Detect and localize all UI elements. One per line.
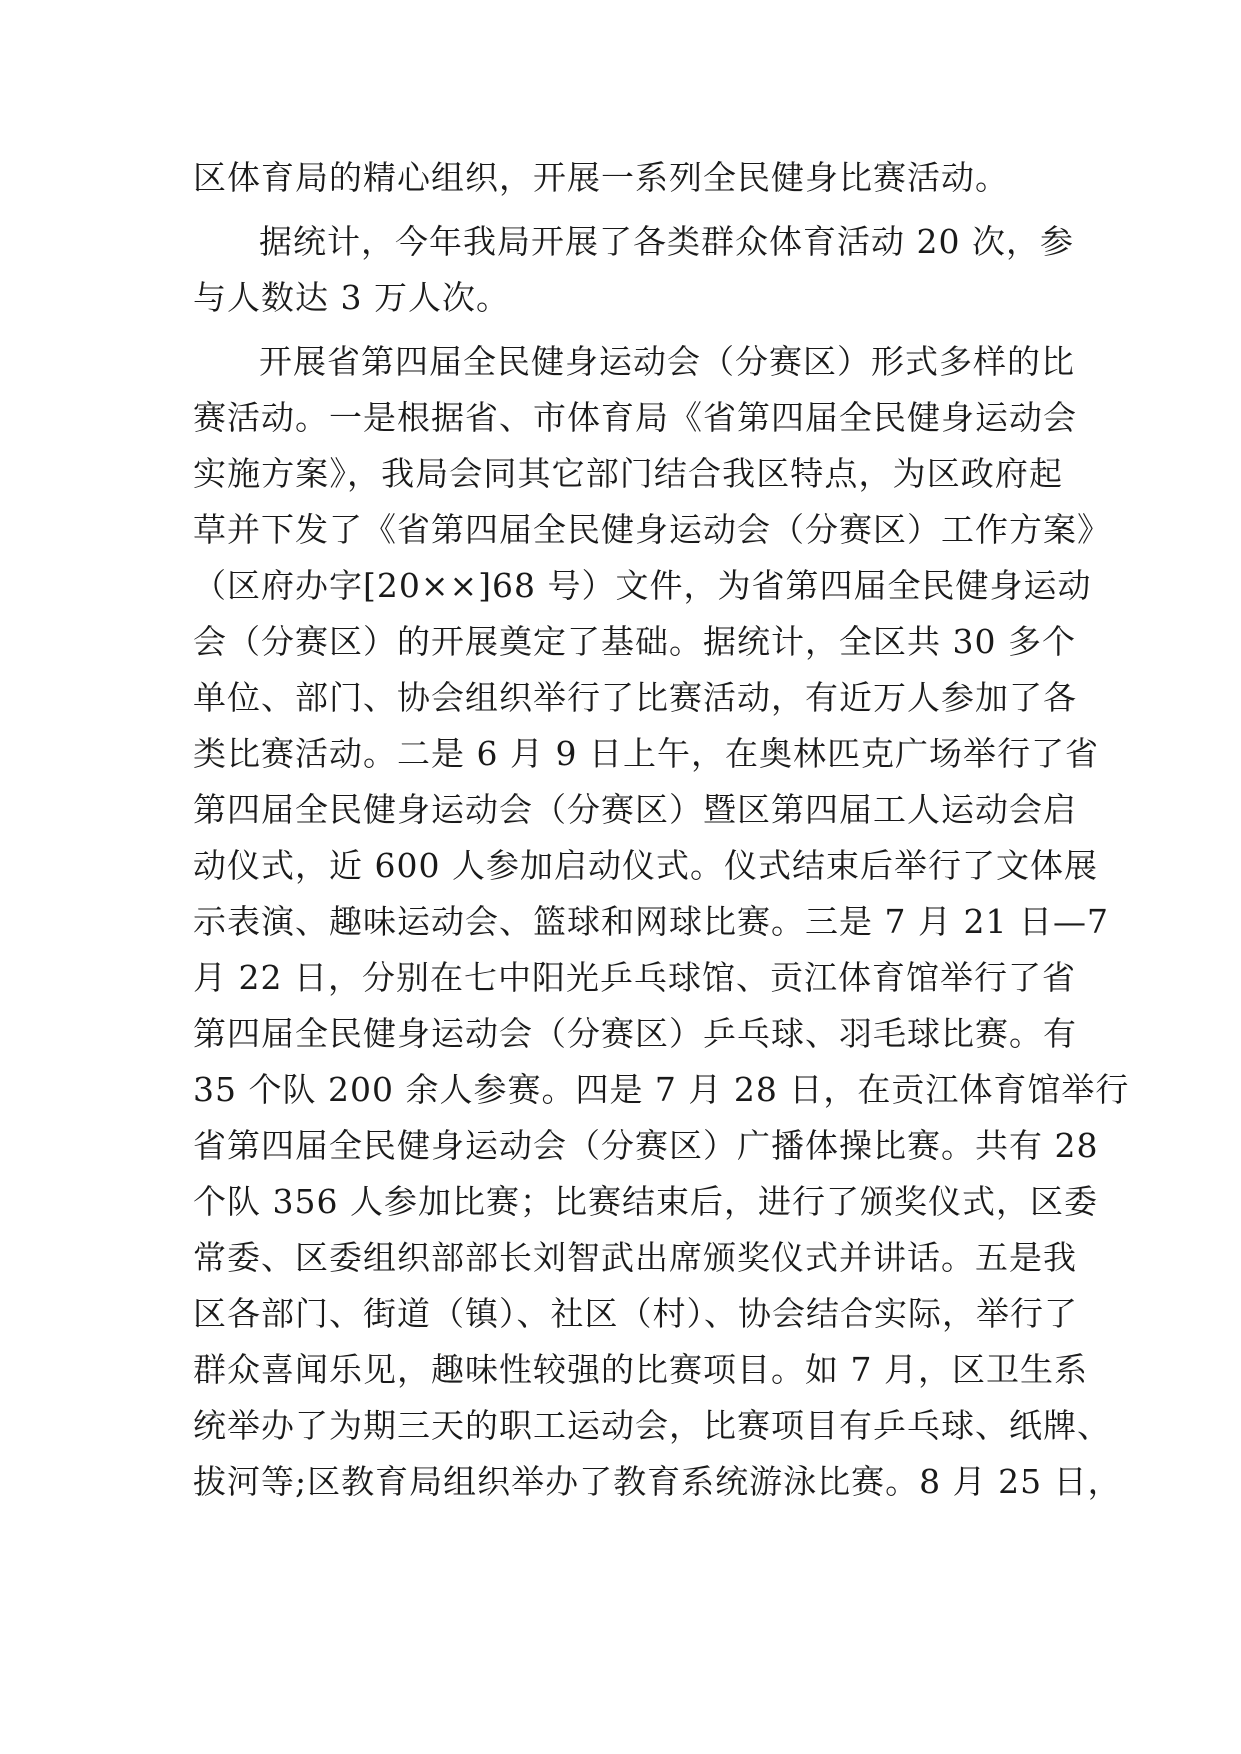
paragraph-3-line-19: 群众喜闻乐见，趣味性较强的比赛项目。如 7 月，区卫生系 <box>193 1350 1088 1389</box>
paragraph-3-line-1: 开展省第四届全民健身运动会（分赛区）形式多样的比 <box>259 342 1075 381</box>
paragraph-3-line-11: 示表演、趣味运动会、篮球和网球比赛。三是 7 月 21 日—7 <box>193 902 1109 941</box>
paragraph-2-line-1: 据统计，今年我局开展了各类群众体育活动 20 次，参 <box>259 222 1074 261</box>
paragraph-3-line-6: 会（分赛区）的开展奠定了基础。据统计，全区共 30 多个 <box>193 622 1076 661</box>
paragraph-3-line-15: 省第四届全民健身运动会（分赛区）广播体操比赛。共有 28 <box>193 1126 1099 1165</box>
paragraph-3-line-14: 35 个队 200 余人参赛。四是 7 月 28 日，在贡江体育馆举行 <box>193 1070 1130 1109</box>
paragraph-3-line-3: 实施方案》，我局会同其它部门结合我区特点，为区政府起 <box>193 454 1063 493</box>
paragraph-3-line-16: 个队 356 人参加比赛；比赛结束后，进行了颁奖仪式，区委 <box>193 1182 1098 1221</box>
paragraph-1-line-1: 区体育局的精心组织，开展一系列全民健身比赛活动。 <box>193 158 1009 197</box>
paragraph-3-line-12: 月 22 日，分别在七中阳光乒乓球馆、贡江体育馆举行了省 <box>193 958 1076 997</box>
paragraph-3-line-2: 赛活动。一是根据省、市体育局《省第四届全民健身运动会 <box>193 398 1077 437</box>
paragraph-3-line-5: （区府办字[20××]68 号）文件，为省第四届全民健身运动 <box>193 566 1092 605</box>
paragraph-3-line-21: 拔河等;区教育局组织举办了教育系统游泳比赛。8 月 25 日， <box>193 1462 1122 1501</box>
paragraph-3-line-8: 类比赛活动。二是 6 月 9 日上午，在奥林匹克广场举行了省 <box>193 734 1099 773</box>
paragraph-3-line-10: 动仪式，近 600 人参加启动仪式。仪式结束后举行了文体展 <box>193 846 1098 885</box>
paragraph-3-line-13: 第四届全民健身运动会（分赛区）乒乓球、羽毛球比赛。有 <box>193 1014 1077 1053</box>
paragraph-2-line-2: 与人数达 3 万人次。 <box>193 278 510 317</box>
body-text <box>193 150 1130 1510</box>
paragraph-3-line-17: 常委、区委组织部部长刘智武出席颁奖仪式并讲话。五是我 <box>193 1238 1077 1277</box>
paragraph-3-line-20: 统举办了为期三天的职工运动会，比赛项目有乒乓球、纸牌、 <box>193 1406 1111 1445</box>
paragraph-3-line-9: 第四届全民健身运动会（分赛区）暨区第四届工人运动会启 <box>193 790 1077 829</box>
paragraph-3-line-4: 草并下发了《省第四届全民健身运动会（分赛区）工作方案》 <box>193 510 1111 549</box>
paragraph-3-line-18: 区各部门、街道（镇）、社区（村）、协会结合实际，举行了 <box>193 1294 1078 1333</box>
paragraph-3-line-7: 单位、部门、协会组织举行了比赛活动，有近万人参加了各 <box>193 678 1077 717</box>
